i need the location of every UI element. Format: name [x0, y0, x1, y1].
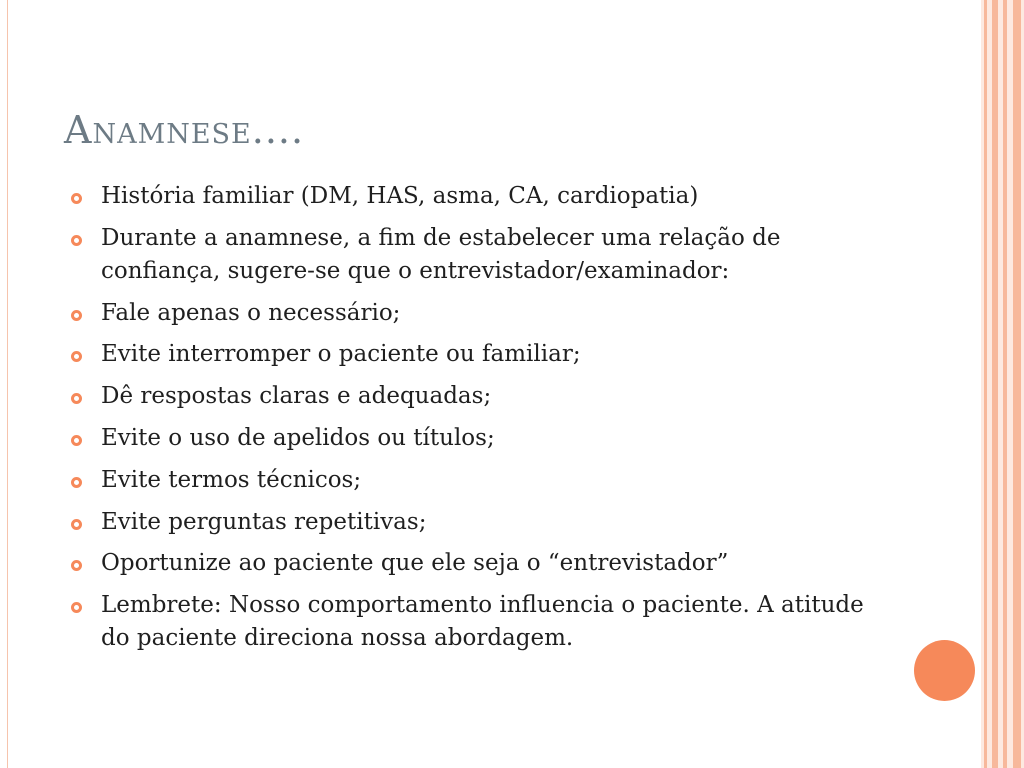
bullet-circle-icon [71, 393, 82, 404]
list-item-text: Evite o uso de apelidos ou títulos; [101, 424, 495, 451]
stripe [984, 0, 987, 768]
list-item [68, 180, 868, 213]
slide [8, 0, 981, 768]
bullet-circle-icon [71, 193, 82, 204]
list-item-text: Fale apenas o necessário; [101, 299, 401, 326]
list-item [68, 506, 868, 539]
list-item [68, 380, 868, 413]
list-item [68, 464, 868, 497]
stripe [1013, 0, 1021, 768]
stripe [992, 0, 998, 768]
bullet-circle-icon [71, 235, 82, 246]
list-item-text: Evite termos técnicos; [101, 466, 362, 493]
bullet-circle-icon [71, 435, 82, 446]
list-item-text: Evite interromper o paciente ou familiar; [101, 341, 581, 368]
list-item [68, 222, 868, 288]
list-item [68, 589, 868, 655]
bullet-circle-icon [71, 310, 82, 321]
bullet-circle-icon [71, 560, 82, 571]
list-item [68, 547, 868, 580]
bullet-circle-icon [71, 351, 82, 362]
bullet-circle-icon [71, 477, 82, 488]
decorative-stripes [981, 0, 1024, 768]
list-item-text: História familiar (DM, HAS, asma, CA, cardiopatia) [101, 183, 699, 209]
list-item [68, 297, 868, 330]
list-item [68, 338, 868, 371]
list-item-text: Durante a anamnese, a fim de estabelecer uma relação de confiança, sugere-se que o entrevistador/examinador: [101, 224, 781, 284]
left-border [0, 0, 8, 768]
decorative-circle-icon [914, 640, 975, 701]
list-item [68, 422, 868, 455]
list-item-text: Dê respostas claras e adequadas; [101, 383, 492, 410]
slide-title: Anamnese.... [64, 108, 305, 152]
bullet-circle-icon [71, 519, 82, 530]
bullet-circle-icon [71, 602, 82, 613]
list-item-text: Evite perguntas repetitivas; [101, 508, 427, 535]
bullet-list [68, 180, 868, 664]
list-item-text: Lembrete: Nosso comportamento influencia o paciente. A atitude do paciente direciona nossa abordagem. [101, 592, 864, 652]
list-item-text: Oportunize ao paciente que ele seja o “entrevistador” [101, 550, 729, 577]
stripe [1003, 0, 1007, 768]
